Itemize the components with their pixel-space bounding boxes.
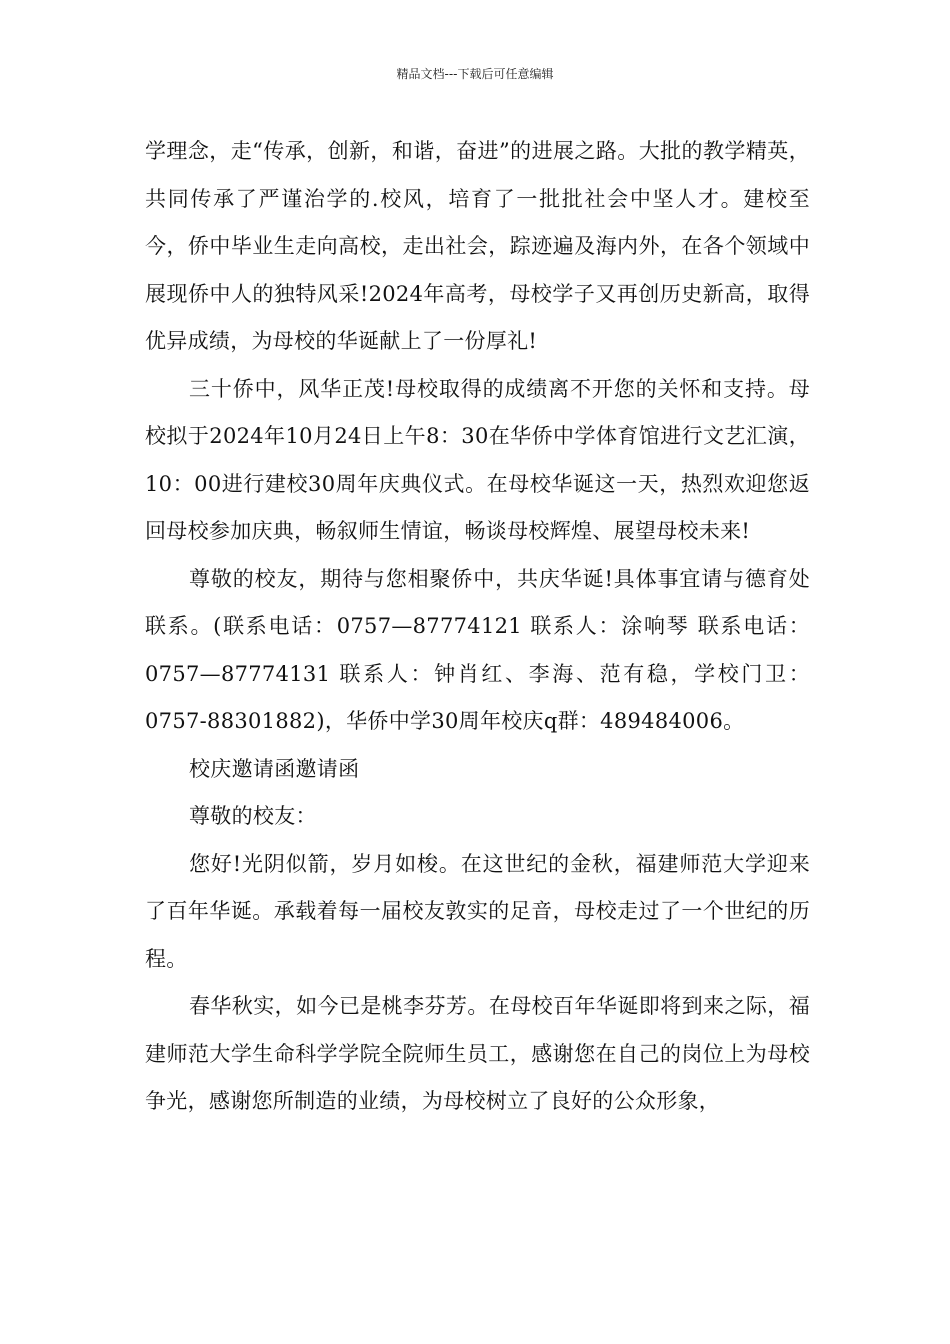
section-title-invitation: 校庆邀请函邀请函 xyxy=(189,756,360,781)
paragraph-anniversary-event: 三十侨中，风华正茂!母校取得的成绩离不开您的关怀和支持。母校拟于2024年10月24日上午8：30在华侨中学体育馆进行文艺汇演，10：00进行建校30周年庆典仪式。在母校华诞这一天，热烈欢迎您返回母校参加庆典，畅叙师生情谊，畅谈母校辉煌、展望母校未来! xyxy=(145,376,810,543)
paragraph-gratitude: 春华秋实，如今已是桃李芬芳。在母校百年华诞即将到来之际，福建师范大学生命科学学院全院师生员工，感谢您在自己的岗位上为母校争光，感谢您所制造的业绩，为母校树立了良好的公众形象， xyxy=(145,994,810,1113)
salutation: 尊敬的校友： xyxy=(189,804,317,828)
paragraph-contact-info: 尊敬的校友，期待与您相聚侨中，共庆华诞!具体事宜请与德育处联系。(联系电话：0757—87774121 联系人：涂响琴 联系电话：0757—87774131 联系人：钟肖红、李海、范有稳，学校门卫：0757-88301882)，华侨中学30周年校庆q群：489484006。 xyxy=(145,566,810,733)
page-header: 精品文档---下载后可任意编辑 xyxy=(396,67,554,81)
paragraph-greeting: 您好!光阴似箭，岁月如梭。在这世纪的金秋，福建师范大学迎来了百年华诞。承载着每一届校友敦实的足音，母校走过了一个世纪的历程。 xyxy=(145,851,810,971)
document-body xyxy=(145,128,810,1126)
paragraph-history: 学理念，走“传承，创新，和谐，奋进”的进展之路。大批的教学精英，共同传承了严谨治学的.校风，培育了一批批社会中坚人才。建校至今，侨中毕业生走向高校，走出社会，踪迹遍及海内外，在各个领域中展现侨中人的独特风采!2024年高考，母校学子又再创历史新高，取得优异成绩，为母校的华诞献上了一份厚礼! xyxy=(145,139,810,353)
